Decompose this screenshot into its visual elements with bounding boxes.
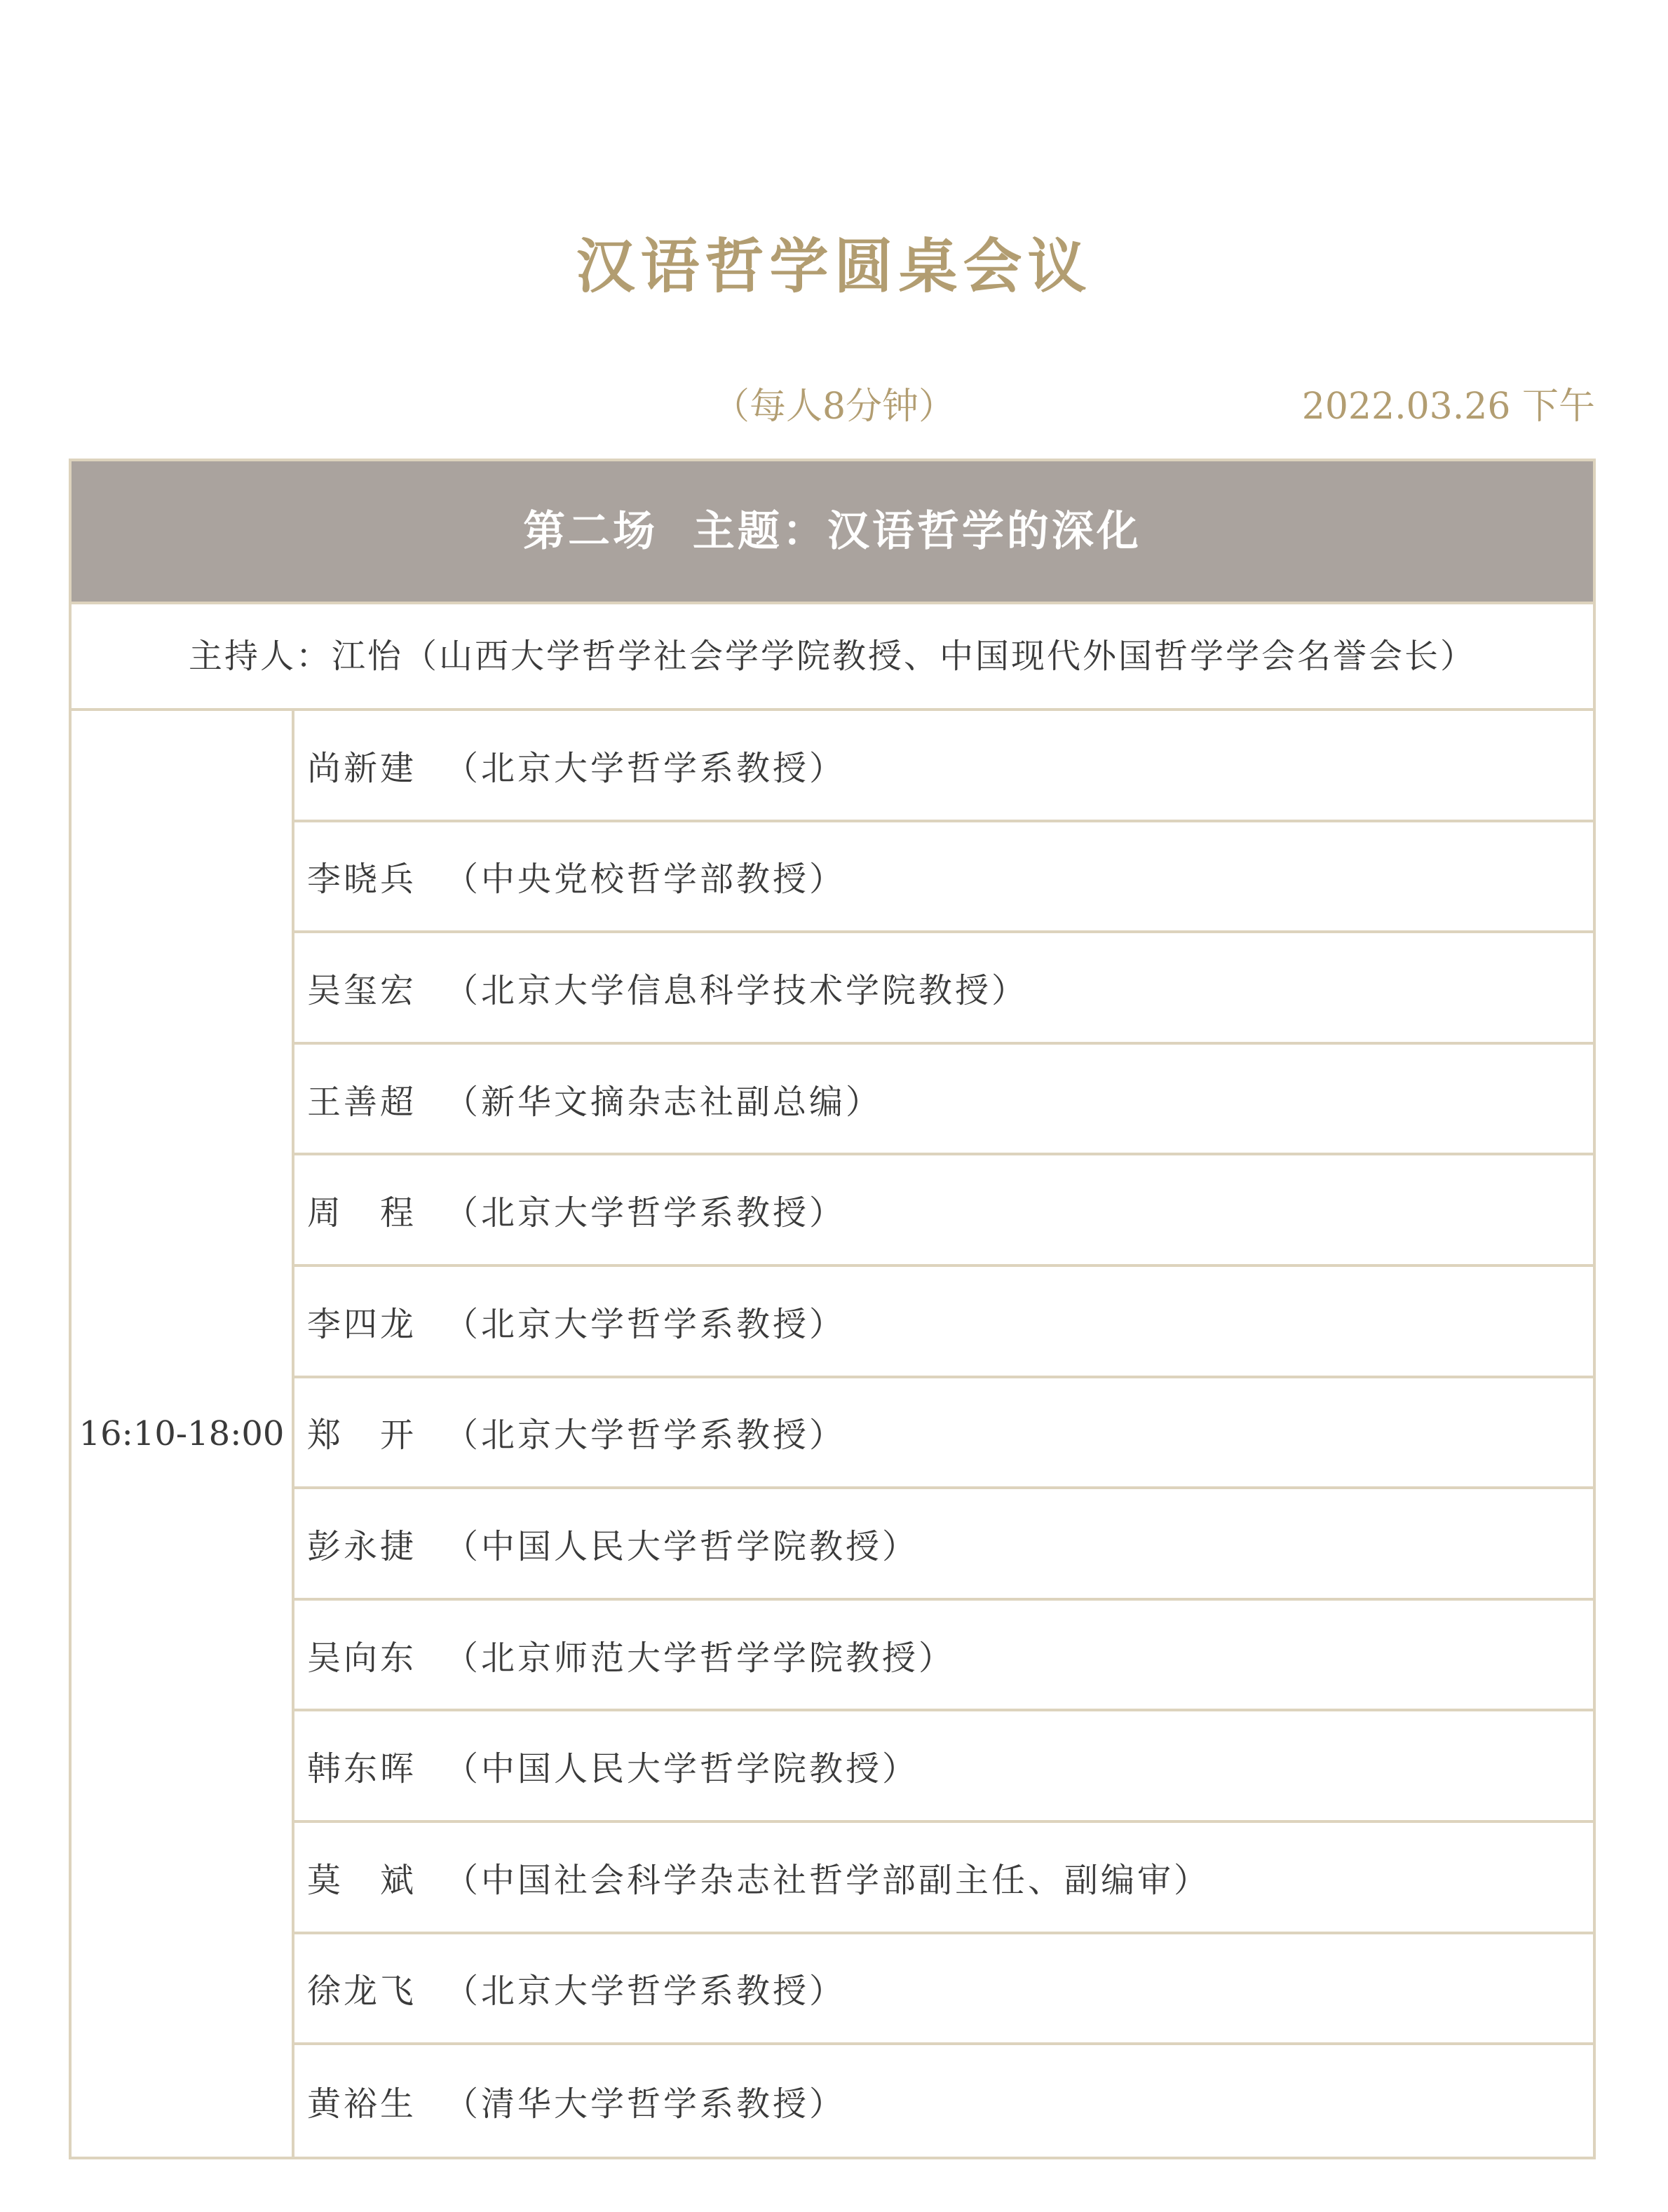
speaker-row: [294, 1601, 1593, 1712]
speaker-affiliation: （北京大学哲学系教授）: [445, 748, 846, 788]
speaker-name: 韩东晖: [307, 1749, 417, 1789]
speaker-name: 李四龙: [307, 1304, 417, 1344]
speaker-name: 黄裕生: [307, 2084, 417, 2124]
speaker-name: 尚新建: [307, 748, 417, 788]
speaker-affiliation: （中国人民大学哲学院教授）: [445, 1526, 919, 1566]
speaker-name: 吴向东: [307, 1638, 417, 1678]
speaker-row: [294, 822, 1593, 934]
speaker-affiliation: （北京大学哲学系教授）: [445, 1416, 846, 1456]
time-limit-note: （每人8分钟）: [712, 386, 956, 428]
speaker-row: [294, 1823, 1593, 1934]
speaker-name: 吴玺宏: [307, 970, 417, 1010]
speaker-name: 李晓兵: [307, 860, 417, 900]
schedule-table: [69, 459, 1596, 2159]
speaker-name: 莫 斌: [307, 1860, 417, 1900]
speaker-affiliation: （北京大学哲学系教授）: [445, 1304, 846, 1344]
speaker-row: [294, 711, 1593, 822]
speaker-affiliation: （北京大学哲学系教授）: [445, 1972, 846, 2011]
speaker-row: [294, 1155, 1593, 1267]
speaker-row: [294, 933, 1593, 1045]
speaker-affiliation: （中央党校哲学部教授）: [445, 860, 846, 900]
speaker-affiliation: （北京大学哲学系教授）: [445, 1193, 846, 1233]
speaker-name: 周 程: [307, 1193, 417, 1233]
speaker-row: [294, 1489, 1593, 1601]
speaker-affiliation: （中国人民大学哲学院教授）: [445, 1749, 919, 1789]
speaker-name: 徐龙飞: [307, 1972, 417, 2011]
speaker-affiliation: （新华文摘杂志社副总编）: [445, 1082, 883, 1122]
speaker-row: [294, 1711, 1593, 1823]
speaker-list: [294, 711, 1593, 2157]
time-cell: 16:10-18:00: [72, 711, 294, 2157]
speaker-affiliation: （清华大学哲学系教授）: [445, 2084, 846, 2124]
host-row: 主持人：江怡（山西大学哲学社会学学院教授、中国现代外国哲学学会名誉会长）: [72, 602, 1593, 711]
speaker-row: [294, 1378, 1593, 1490]
session-date: 2022.03.26 下午: [1301, 386, 1595, 428]
speaker-row: [294, 1267, 1593, 1378]
speaker-affiliation: （北京大学信息科学技术学院教授）: [445, 970, 1029, 1010]
speaker-affiliation: （北京师范大学哲学学院教授）: [445, 1638, 956, 1678]
speaker-name: 王善超: [307, 1082, 417, 1122]
speaker-row: [294, 2045, 1593, 2157]
session-header: 第二场 主题：汉语哲学的深化: [72, 461, 1593, 602]
speaker-name: 郑 开: [307, 1416, 417, 1456]
speaker-name: 彭永捷: [307, 1526, 417, 1566]
speaker-affiliation: （中国社会科学杂志社哲学部副主任、副编审）: [445, 1860, 1211, 1900]
speaker-row: [294, 1045, 1593, 1156]
speaker-row: [294, 1934, 1593, 2046]
page-title: 汉语哲学圆桌会议: [576, 231, 1092, 301]
